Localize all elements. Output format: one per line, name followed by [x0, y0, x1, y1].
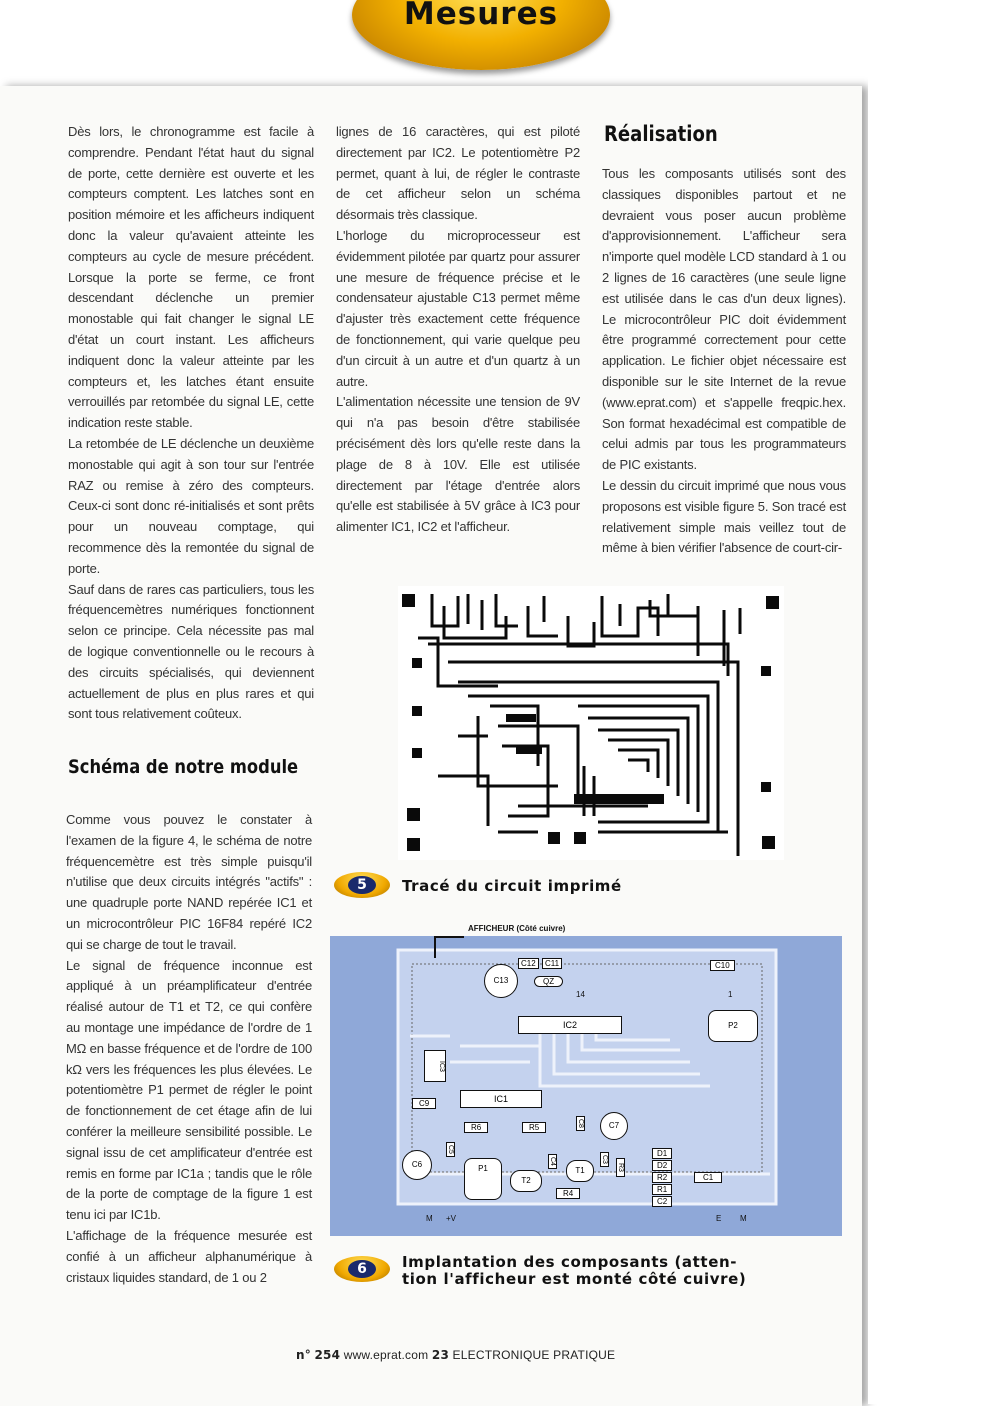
paragraph: L'alimentation nécessite une tension de 9V qui n'a pas besoin d'être stabilisée précisément dès lors qu'elle reste dans la plage de 8 à 10V. Elle est utilisée directement par l'étage d'entrée alors qu'elle est stabilisée à 5V grâce à IC3 pour alimenter IC1, IC2 et l'afficheur.	[336, 394, 580, 535]
column-1-bottom	[66, 810, 312, 1288]
column-2	[336, 122, 580, 538]
paragraph: Sauf dans de rares cas particuliers, tous les fréquencemètres numériques fonctionnent selon ce principe. Cela nécessite pas mal de logique conventionnelle ou le recours à des circuits spécialisés, qui deviennent actuellement de plus en plus rares et qui sont tous relativement coûteux.	[68, 581, 314, 722]
t2-label: T2	[510, 1170, 542, 1192]
page-footer	[296, 1348, 615, 1362]
p2-label: P2	[708, 1010, 758, 1042]
r6-label: R6	[464, 1122, 488, 1133]
section-heading-realisation: Réalisation	[604, 122, 718, 146]
terminal-e-label: E	[716, 1214, 722, 1223]
paragraph: L'affichage de la fréquence mesurée est confié à un afficheur alphanumérique à cristaux liquides standard, de 1 ou 2	[66, 1227, 312, 1285]
paragraph: L'horloge du microprocesseur est évidemment pilotée par quartz pour assurer une mesure de fréquence précise et le condensateur ajustable C13 permet même d'ajuster très exactement cette fréquence de fonctionnement, qui varie quelque peu d'un circuit à un autre et d'un quartz à un autre.	[336, 227, 580, 389]
component-layout-figure	[330, 924, 842, 1236]
figure-6-caption-line-1: Implantation des composants (atten-	[402, 1253, 738, 1271]
component-layout-drawing	[330, 936, 842, 1236]
terminal-m-right-label: M	[740, 1214, 747, 1223]
paragraph: Tous les composants utilisés sont des classiques disponibles partout et ne devraient vous poser aucun problème d'approvisionnement. L'afficheur sera n'importe quel modèle LCD standard à 1 ou 2 lignes de 16 caractères (une seule ligne est utilisée dans le cas d'un deux lignes). Le microcontrôleur PIC doit évidemment être programmé correctement pour cette application. Le fichier objet nécessaire est disponible sur le site Internet de la revue (www.eprat.com) et s'appelle freqpic.hex. Son format hexadécimal est compatible de celui admis par tous les programmateurs de PIC existants.	[602, 166, 846, 473]
column-3	[602, 164, 846, 559]
figure-5-badge	[334, 872, 390, 898]
r2-label: R2	[652, 1172, 672, 1183]
figure-6-number: 6	[348, 1260, 376, 1278]
c6-label: C6	[402, 1150, 432, 1180]
section-banner-title: Mesures	[403, 0, 559, 32]
figure-5-caption: Tracé du circuit imprimé	[402, 877, 622, 895]
right-margin	[868, 0, 992, 1404]
paragraph: La retombée de LE déclenche un deuxième monostable qui agit à son tour sur l'entrée RAZ ou remise à zéro des compteurs. Ceux-ci sont donc ré-initialisés et sont prêts pour un nouveau comptage, qui recommence dès la remontée du signal de porte.	[68, 435, 314, 576]
paragraph: Comme vous pouvez le constater à l'examen de la figure 4, le schéma de notre fréquencemètre est très simple puisqu'il n'utilise que deux circuits intégrés "actifs" : une quadruple porte NAND repérée IC1 et un microcontrôleur PIC 16F84 repéré IC2 qui se charge de tout le travail.	[66, 812, 312, 952]
t1-label: T1	[566, 1160, 594, 1182]
ic2-label: IC2	[518, 1016, 622, 1034]
qz-label: QZ	[534, 976, 563, 987]
d1-label: D1	[652, 1148, 672, 1159]
figure-5-number: 5	[348, 876, 376, 894]
c7-label: C7	[600, 1112, 628, 1140]
c11-label: C11	[542, 958, 562, 969]
pin-1-label: 1	[728, 990, 733, 999]
c1-label: C1	[694, 1172, 722, 1183]
d2-label: D2	[652, 1160, 672, 1171]
column-1-top	[68, 122, 314, 725]
c3-label: C3	[600, 1152, 609, 1167]
c9-label: C9	[412, 1098, 436, 1109]
footer-magazine: ELECTRONIQUE PRATIQUE	[452, 1348, 616, 1362]
c8-label: C8	[576, 1116, 585, 1131]
terminal-m-left-label: M	[426, 1214, 433, 1223]
footer-issue-prefix: n°	[296, 1348, 311, 1362]
footer-site: www.eprat.com	[343, 1348, 429, 1362]
c13-label: C13	[484, 964, 518, 998]
terminal-plus-v-label: +V	[446, 1214, 457, 1223]
r1-label: R1	[652, 1184, 672, 1195]
p1-label: P1	[464, 1158, 502, 1200]
figure-6-caption-line-2: tion l'afficheur est monté côté cuivre)	[402, 1270, 747, 1288]
paragraph: Le dessin du circuit imprimé que nous vous proposons est visible figure 5. Son tracé est relativement simple mais veillez tout de même à bien vérifier l'absence de court-cir-	[602, 477, 846, 556]
footer-page-number: 23	[431, 1348, 449, 1362]
c5-label: C5	[446, 1142, 455, 1157]
c2-label: C2	[652, 1196, 672, 1207]
pcb-trace-figure	[398, 586, 784, 860]
pin-14-label: 14	[576, 990, 585, 999]
c4-label: C4	[548, 1154, 557, 1169]
r5-label: R5	[522, 1122, 546, 1133]
afficheur-label: AFFICHEUR (Côté cuivre)	[468, 924, 566, 933]
r3-label: R3	[616, 1158, 625, 1177]
footer-issue-number: 254	[314, 1348, 341, 1362]
ic1-label: IC1	[460, 1090, 542, 1108]
r4-label: R4	[556, 1188, 580, 1199]
ic3-label: IC3	[424, 1050, 446, 1082]
c10-label: C10	[710, 960, 735, 971]
c12-label: C12	[518, 958, 539, 969]
paragraph: Dès lors, le chronogramme est facile à comprendre. Pendant l'état haut du signal de porte, cette dernière est ouverte et les compteurs comptent. Les latches sont en position mémoire et les afficheurs indiquent donc la valeur qu'avaient atteinte les compteurs au cycle de mesure précédent. Lorsque la porte se ferme, ce front descendant déclenche un premier monostable qui fait changer le signal LE d'état un court instant. Les afficheurs indiquent donc la valeur atteinte par les compteurs et, les latches étant ensuite verrouillés par retombée du signal LE, cette indication reste stable.	[68, 124, 314, 431]
paragraph: Le signal de fréquence inconnue est appliqué à un préamplificateur d'entrée réalisé autour de T1 et T2, ce qui confère au montage une impédance de l'ordre de 1 MΩ en basse fréquence et de l'ordre de 100 kΩ vers les fréquences les plus élevées. Le potentiomètre P1 permet de régler le point de fonctionnement de cet étage afin de lui conférer la meilleure sensibilité possible. Le signal issu de cet amplificateur d'entrée est remis en forme par IC1a ; tandis que le rôle de la porte de comptage de la figure 1 est tenu ici par IC1b.	[66, 957, 312, 1223]
section-heading-schema: Schéma de notre module	[68, 756, 299, 778]
paragraph: lignes de 16 caractères, qui est piloté directement par IC2. Le potentiomètre P2 permet, quant à lui, de régler le contraste de cet afficheur selon un schéma désormais très classique.	[336, 124, 580, 223]
figure-6-badge	[334, 1256, 390, 1282]
